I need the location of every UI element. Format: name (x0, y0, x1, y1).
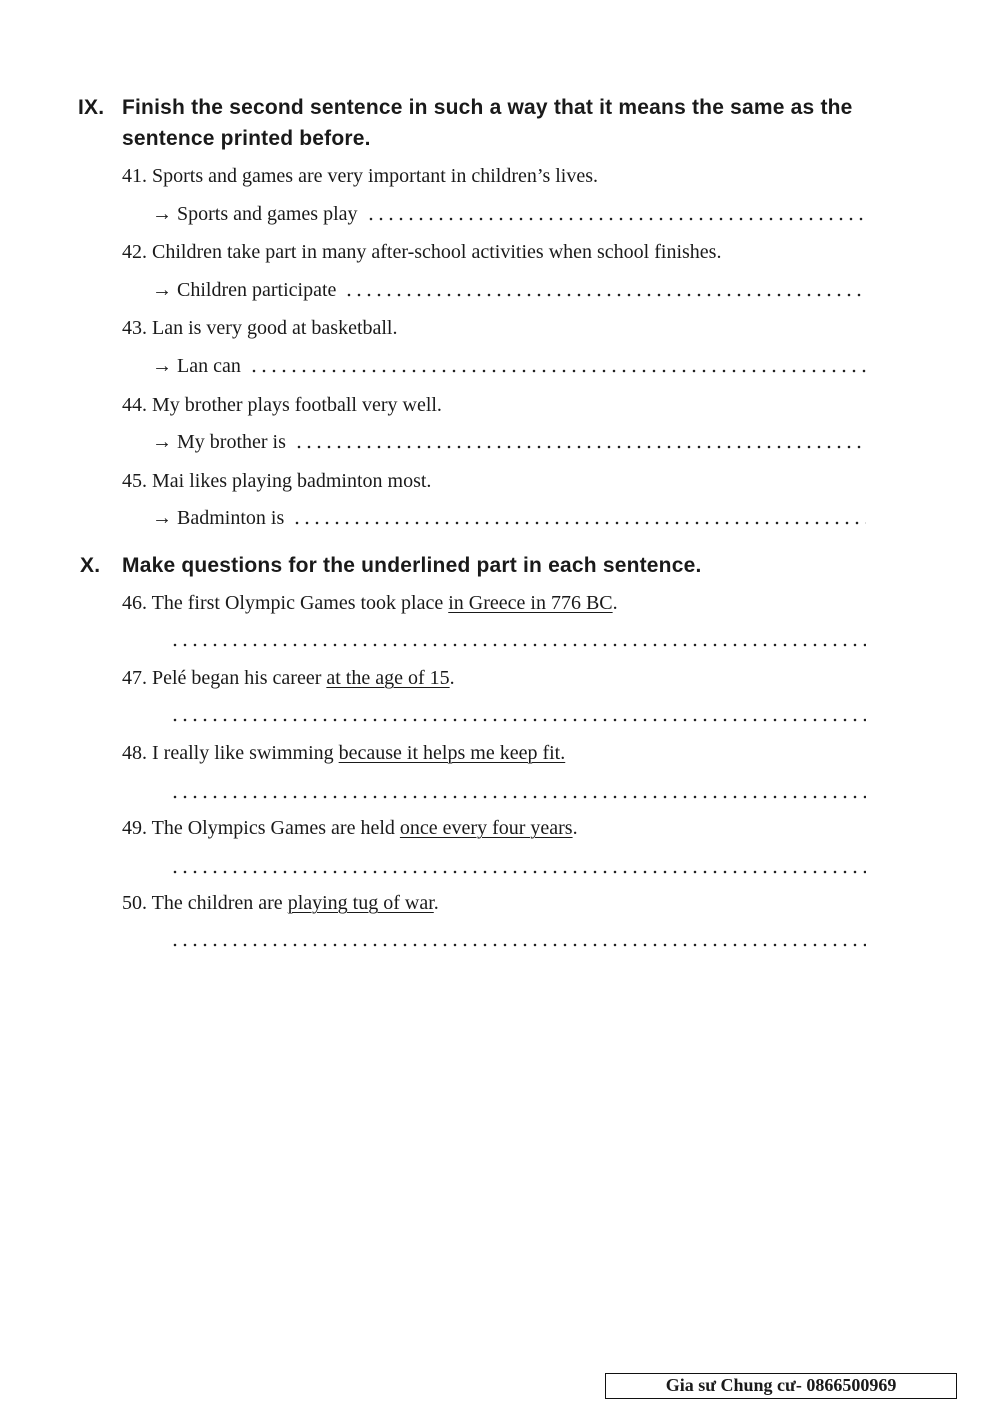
item-43-answer-line[interactable] (152, 354, 866, 378)
item-number: 45. (122, 470, 147, 492)
item-prompt: → Sports and games play (152, 203, 358, 225)
item-sentence-end: . (572, 817, 578, 839)
section-x-number: X. (80, 554, 101, 577)
item-50-answer-line[interactable] (170, 942, 866, 948)
item-number: 43. (122, 317, 147, 339)
item-49-sentence (122, 816, 578, 840)
item-42-sentence (122, 240, 721, 264)
item-sentence-end: . (449, 667, 455, 689)
item-sentence-start: The first Olympic Games took place (151, 592, 449, 614)
underlined-part: playing tug of war (287, 892, 434, 914)
item-50-sentence (122, 891, 439, 915)
footer-contact-box: Gia sư Chung cư- 0866500969 (605, 1373, 957, 1399)
section-x-title: Make questions for the underlined part in each sentence. (122, 554, 702, 577)
dotted-answer-blank[interactable] (294, 444, 866, 450)
item-43-sentence (122, 316, 398, 340)
item-sentence-start: The Olympics Games are held (151, 817, 400, 839)
item-45-sentence (122, 469, 431, 493)
item-48-sentence (122, 741, 565, 765)
item-48-answer-line[interactable] (170, 794, 866, 800)
item-prompt: → Lan can (152, 355, 241, 377)
underlined-part: in Greece in 776 BC (448, 592, 613, 614)
item-49-answer-line[interactable] (170, 869, 866, 875)
item-41-answer-line[interactable] (152, 202, 866, 226)
item-number: 42. (122, 241, 147, 263)
item-46-answer-line[interactable] (170, 642, 866, 648)
section-ix-title: Finish the second sentence in such a way that it means the same as the sentence printed before. (122, 96, 853, 150)
section-x-heading (80, 550, 930, 581)
item-42-answer-line[interactable] (152, 278, 866, 302)
item-41-sentence (122, 164, 598, 188)
item-sentence: Mai likes playing badminton most. (152, 470, 432, 492)
item-sentence-end: . (612, 592, 618, 614)
item-44-sentence (122, 393, 442, 417)
item-sentence: Children take part in many after-school activities when school finishes. (152, 241, 722, 263)
section-ix-heading (78, 92, 928, 154)
item-sentence: Sports and games are very important in children’s lives. (152, 165, 599, 187)
item-number: 50. (122, 892, 147, 914)
item-sentence-start: I really like swimming (152, 742, 339, 764)
item-44-answer-line[interactable] (152, 430, 866, 454)
item-sentence-start: The children are (151, 892, 288, 914)
item-number: 49. (122, 817, 147, 839)
item-prompt: → Badminton is (152, 507, 285, 529)
dotted-answer-blank[interactable] (366, 216, 866, 222)
underlined-part: once every four years (399, 817, 573, 839)
underlined-part: because it helps me keep fit. (338, 742, 566, 764)
item-sentence-start: Pelé began his career (152, 667, 327, 689)
dotted-answer-blank[interactable] (249, 368, 866, 374)
item-47-answer-line[interactable] (170, 717, 866, 723)
item-number: 48. (122, 742, 147, 764)
item-number: 47. (122, 667, 147, 689)
section-ix-number: IX. (78, 96, 105, 119)
item-46-sentence (122, 591, 618, 615)
item-sentence-end: . (433, 892, 439, 914)
item-47-sentence (122, 666, 455, 690)
item-number: 41. (122, 165, 147, 187)
item-prompt: → My brother is (152, 431, 286, 453)
underlined-part: at the age of 15 (326, 667, 450, 689)
item-number: 44. (122, 394, 147, 416)
item-45-answer-line[interactable] (152, 506, 866, 530)
item-prompt: → Children participate (152, 279, 337, 301)
item-sentence: Lan is very good at basketball. (152, 317, 398, 339)
item-number: 46. (122, 592, 147, 614)
item-sentence: My brother plays football very well. (152, 394, 442, 416)
dotted-answer-blank[interactable] (344, 292, 866, 298)
dotted-answer-blank[interactable] (292, 520, 866, 526)
